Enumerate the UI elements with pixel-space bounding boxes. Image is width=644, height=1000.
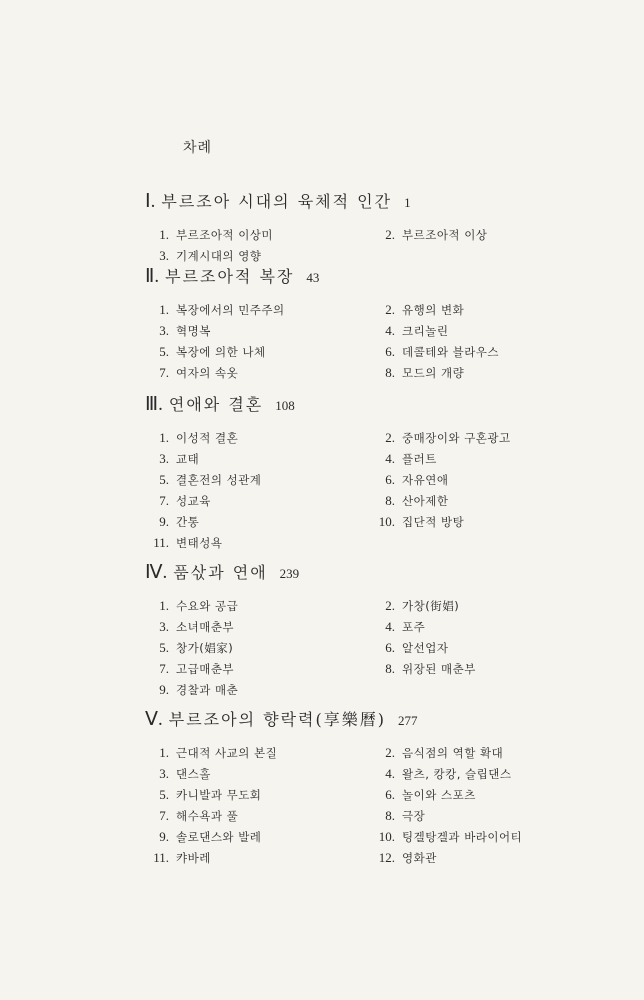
entry-title: 성교육 — [176, 494, 211, 508]
toc-row — [145, 847, 585, 868]
section-items — [145, 224, 585, 266]
entry-number: 3. — [159, 451, 169, 466]
section-title: 품삯과 연애 — [173, 563, 268, 582]
toc-entry[interactable] — [367, 595, 459, 617]
entry-number: 3. — [159, 619, 169, 634]
entry-title: 기계시대의 영향 — [176, 249, 262, 263]
entry-number: 5. — [159, 472, 169, 487]
entry-number: 2. — [385, 598, 395, 613]
entry-title: 댄스홀 — [176, 767, 211, 781]
entry-title: 부르조아적 이상 — [402, 228, 488, 242]
toc-row — [145, 490, 585, 511]
entry-title: 복장에 의한 나체 — [176, 345, 266, 359]
entry-number: 2. — [385, 302, 395, 317]
toc-entry[interactable] — [145, 805, 238, 827]
entry-title: 왈츠, 캉캉, 슬립댄스 — [402, 767, 512, 781]
entry-title: 산아제한 — [402, 494, 449, 508]
toc-entry[interactable] — [145, 637, 233, 659]
entry-number: 7. — [159, 365, 169, 380]
section-items — [145, 427, 585, 553]
entry-title: 알선업자 — [402, 641, 449, 655]
entry-title: 결혼전의 성관계 — [176, 473, 262, 487]
toc-row — [145, 784, 585, 805]
entry-number: 11. — [153, 535, 169, 550]
toc-entry[interactable] — [145, 532, 222, 554]
entry-number: 10. — [378, 514, 395, 529]
section-page-number: 43 — [306, 270, 320, 285]
entry-title: 놀이와 스포츠 — [402, 788, 476, 802]
toc-entry[interactable] — [145, 320, 211, 342]
entry-title: 혁명복 — [176, 324, 211, 338]
toc-entry[interactable] — [367, 616, 425, 638]
toc-row — [145, 341, 585, 362]
toc-entry[interactable] — [145, 469, 261, 491]
entry-title: 교태 — [176, 452, 200, 466]
toc-row — [145, 595, 585, 616]
toc-entry[interactable] — [367, 299, 464, 321]
entry-number: 3. — [159, 323, 169, 338]
entry-number: 4. — [385, 323, 395, 338]
toc-entry[interactable] — [367, 511, 464, 533]
entry-number: 2. — [385, 745, 395, 760]
entry-number: 7. — [159, 493, 169, 508]
section-heading[interactable] — [145, 190, 585, 214]
entry-number: 10. — [378, 829, 395, 844]
toc-row — [145, 469, 585, 490]
toc-row — [145, 224, 585, 245]
entry-title: 이성적 결혼 — [176, 431, 239, 445]
toc-entry[interactable] — [367, 847, 437, 869]
section-title: 연애와 결혼 — [168, 395, 264, 414]
toc-entry[interactable] — [367, 637, 448, 659]
toc-section — [145, 190, 585, 266]
section-items — [145, 742, 585, 868]
entry-number: 4. — [385, 619, 395, 634]
toc-entry[interactable] — [145, 299, 285, 321]
entry-number: 1. — [159, 745, 169, 760]
toc-entry[interactable] — [367, 320, 448, 342]
entry-number: 6. — [385, 640, 395, 655]
entry-title: 경찰과 매춘 — [176, 683, 239, 697]
section-heading[interactable] — [145, 265, 585, 289]
toc-entry[interactable] — [367, 469, 448, 491]
entry-title: 유행의 변화 — [402, 303, 465, 317]
section-title: 부르조아적 복장 — [165, 267, 295, 286]
toc-entry[interactable] — [367, 448, 437, 470]
entry-number: 6. — [385, 787, 395, 802]
toc-row — [145, 362, 585, 383]
toc-entry[interactable] — [145, 245, 261, 267]
toc-row — [145, 763, 585, 784]
entry-title: 음식점의 역할 확대 — [402, 746, 504, 760]
entry-title: 부르조아적 이상미 — [176, 228, 274, 242]
toc-row — [145, 320, 585, 341]
entry-number: 9. — [159, 829, 169, 844]
entry-number: 9. — [159, 682, 169, 697]
section-page-number: 108 — [275, 398, 295, 413]
toc-entry[interactable] — [145, 448, 199, 470]
entry-number: 5. — [159, 787, 169, 802]
section-heading[interactable] — [145, 708, 585, 732]
entry-number: 7. — [159, 661, 169, 676]
section-number: Ⅱ. — [145, 266, 160, 287]
toc-entry[interactable] — [145, 679, 238, 701]
entry-title: 창가(娼家) — [176, 641, 234, 655]
toc-row — [145, 299, 585, 320]
entry-title: 근대적 사교의 본질 — [176, 746, 278, 760]
toc-entry[interactable] — [145, 427, 238, 449]
section-title: 부르조아 시대의 육체적 인간 — [161, 192, 393, 211]
entry-title: 카니발과 무도회 — [176, 788, 262, 802]
entry-number: 5. — [159, 344, 169, 359]
entry-title: 포주 — [402, 620, 426, 634]
toc-row — [145, 658, 585, 679]
entry-number: 1. — [159, 302, 169, 317]
toc-entry[interactable] — [145, 616, 234, 638]
entry-number: 4. — [385, 766, 395, 781]
entry-number: 1. — [159, 430, 169, 445]
entry-number: 12. — [378, 850, 395, 865]
toc-entry[interactable] — [145, 362, 238, 384]
section-number: Ⅰ. — [145, 191, 156, 212]
entry-number: 3. — [159, 248, 169, 263]
toc-entry[interactable] — [367, 224, 487, 246]
toc-entry[interactable] — [145, 490, 211, 512]
entry-title: 수요와 공급 — [176, 599, 239, 613]
section-page-number: 277 — [397, 713, 418, 728]
entry-title: 간통 — [176, 515, 200, 529]
entry-number: 4. — [385, 451, 395, 466]
entry-number: 11. — [153, 850, 169, 865]
entry-title: 자유연애 — [402, 473, 449, 487]
entry-title: 팅겔탕겔과 바라이어티 — [402, 830, 523, 844]
toc-row — [145, 679, 585, 700]
toc-row — [145, 532, 585, 553]
toc-entry[interactable] — [145, 847, 211, 869]
toc-row — [145, 448, 585, 469]
toc-row — [145, 805, 585, 826]
entry-number: 1. — [159, 598, 169, 613]
entry-title: 가창(街娼) — [402, 599, 460, 613]
toc-entry[interactable] — [367, 826, 522, 848]
entry-number: 1. — [159, 227, 169, 242]
section-title: 부르조아의 향락력(享樂曆) — [168, 710, 386, 729]
entry-title: 변태성욕 — [176, 536, 223, 550]
section-items — [145, 299, 585, 383]
entry-number: 2. — [385, 227, 395, 242]
section-page-number: 239 — [279, 566, 300, 581]
entry-title: 극장 — [402, 809, 426, 823]
toc-row — [145, 742, 585, 763]
entry-title: 위장된 매춘부 — [402, 662, 476, 676]
toc-entry[interactable] — [145, 826, 261, 848]
toc-entry[interactable] — [145, 595, 238, 617]
toc-row — [145, 427, 585, 448]
entry-title: 여자의 속옷 — [176, 366, 239, 380]
toc-row — [145, 826, 585, 847]
entry-number: 8. — [385, 661, 395, 676]
toc-entry[interactable] — [367, 341, 499, 363]
section-number: Ⅳ. — [145, 562, 168, 583]
toc-entry[interactable] — [145, 511, 199, 533]
entry-number: 9. — [159, 514, 169, 529]
section-items — [145, 595, 585, 700]
toc-entry[interactable] — [367, 362, 464, 384]
toc-entry[interactable] — [145, 224, 273, 246]
toc-entry[interactable] — [367, 490, 448, 512]
entry-number: 8. — [385, 365, 395, 380]
entry-number: 6. — [385, 344, 395, 359]
toc-entry[interactable] — [145, 341, 266, 363]
toc-row — [145, 511, 585, 532]
section-heading[interactable] — [145, 561, 585, 585]
section-page-number: 1 — [404, 195, 411, 210]
section-number: Ⅲ. — [145, 394, 163, 415]
toc-entry[interactable] — [145, 763, 211, 785]
toc-entry[interactable] — [367, 784, 476, 806]
toc-entry[interactable] — [145, 742, 277, 764]
entry-title: 중매장이와 구혼광고 — [402, 431, 511, 445]
entry-title: 모드의 개량 — [402, 366, 465, 380]
entry-number: 8. — [385, 808, 395, 823]
toc-entry[interactable] — [367, 658, 476, 680]
entry-title: 집단적 방탕 — [402, 515, 465, 529]
toc-row — [145, 637, 585, 658]
entry-number: 8. — [385, 493, 395, 508]
toc-title: 차례 — [183, 140, 213, 156]
entry-title: 영화관 — [402, 851, 437, 865]
entry-number: 5. — [159, 640, 169, 655]
toc-row — [145, 245, 585, 266]
entry-title: 복장에서의 민주주의 — [176, 303, 285, 317]
entry-title: 해수욕과 풀 — [176, 809, 239, 823]
entry-number: 3. — [159, 766, 169, 781]
toc-entry[interactable] — [145, 784, 261, 806]
entry-title: 캬바레 — [176, 851, 211, 865]
section-heading[interactable] — [145, 393, 585, 417]
entry-number: 2. — [385, 430, 395, 445]
entry-title: 크리놀린 — [402, 324, 449, 338]
entry-title: 고급매춘부 — [176, 662, 235, 676]
toc-entry[interactable] — [367, 805, 425, 827]
section-number: Ⅴ. — [145, 709, 163, 730]
toc-entry[interactable] — [367, 427, 511, 449]
entry-number: 6. — [385, 472, 395, 487]
toc-section — [145, 561, 585, 700]
toc-entry[interactable] — [367, 742, 503, 764]
entry-number: 7. — [159, 808, 169, 823]
entry-title: 데콜테와 블라우스 — [402, 345, 500, 359]
entry-title: 솔로댄스와 발레 — [176, 830, 262, 844]
toc-section — [145, 265, 585, 383]
entry-title: 플러트 — [402, 452, 437, 466]
entry-title: 소녀매춘부 — [176, 620, 235, 634]
toc-entry[interactable] — [367, 763, 512, 785]
toc-section — [145, 393, 585, 553]
toc-entry[interactable] — [145, 658, 234, 680]
toc-row — [145, 616, 585, 637]
toc-section — [145, 708, 585, 868]
